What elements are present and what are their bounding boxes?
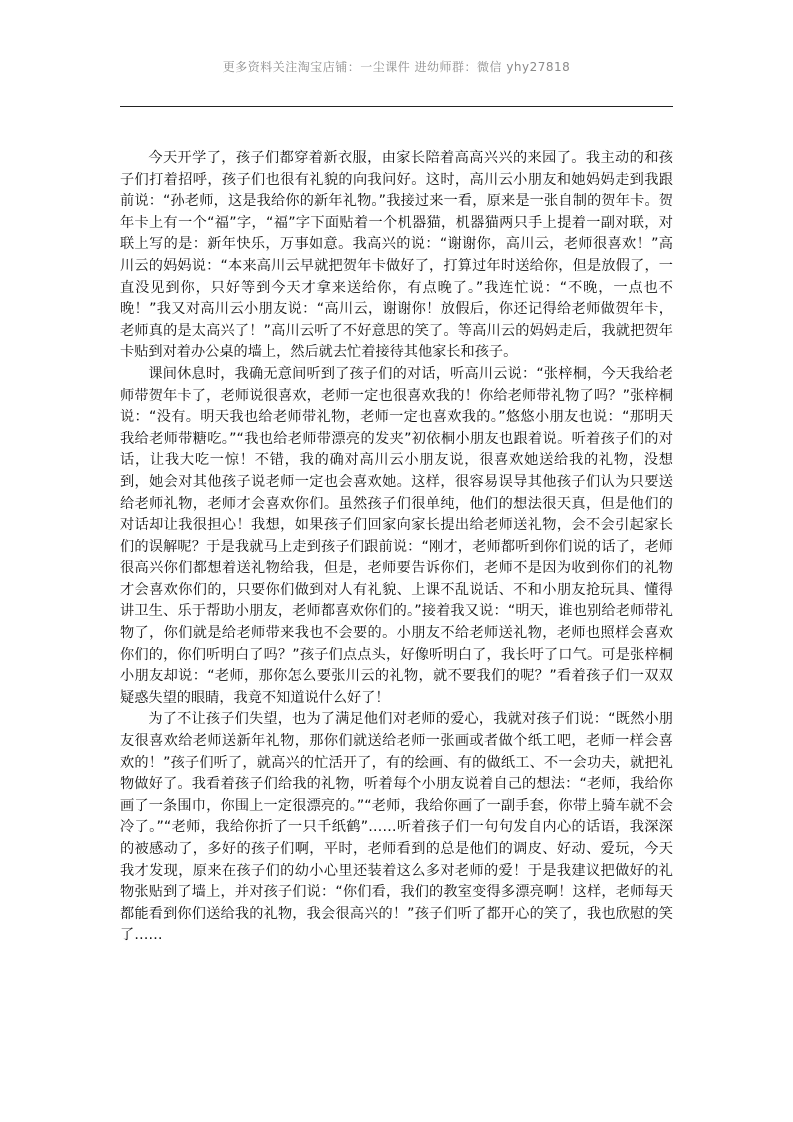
header-divider: [120, 106, 673, 107]
paragraph-3: 为了不让孩子们失望，也为了满足他们对老师的爱心，我就对孩子们说：“既然小朋友很喜欢给老师送新年礼物，那你们就送给老师一张画或者做个纸工吧，老师一样会喜欢的！”孩子们听了，就高兴的忙活开了，有的绘画、有的做纸工、不一会功夫，就把礼物做好了。我看着孩子们给我的礼物，听着每个小朋友说着自己的想法：“老师，我给你画了一条围巾，你围上一定很漂亮的。”“老师，我给你画了一副手套，你带上骑车就不会冷了。”“老师，我给你折了一只千纸鹤”……听着孩子们一句句发自内心的话语，我深深的被感动了，多好的孩子们啊，平时，老师看到的总是他们的调皮、好动、爱玩，今天我才发现，原来在孩子们的幼小心里还装着这么多对老师的爱！于是我建议把做好的礼物张贴到了墙上，并对孩子们说：“你们看，我们的教室变得多漂亮啊！这样，老师每天都能看到你们送给我的礼物，我会很高兴的！”孩子们听了都开心的笑了，我也欣慰的笑了……: [120, 711, 673, 944]
article-body: [120, 148, 673, 947]
paragraph-2: 课间休息时，我确无意间听到了孩子们的对话，听高川云说：“张梓桐，今天我给老师带贺年卡了，老师说很喜欢，老师一定也很喜欢我的！你给老师带礼物了吗？”张梓桐说：“没有。明天我也给老师带礼物，老师一定也喜欢我的。”悠悠小朋友也说：“那明天我给老师带糖吃。”“我也给老师带漂亮的发夹”初依桐小朋友也跟着说。听着孩子们的对话，让我大吃一惊！不错，我的确对高川云小朋友说，很喜欢她送给我的礼物，没想到，她会对其他孩子说老师一定也会喜欢她。这样，很容易误导其他孩子们认为只要送给老师礼物，老师才会喜欢你们。虽然孩子们很单纯，他们的想法很天真，但是他们的对话却让我很担心！我想，如果孩子们回家向家长提出给老师送礼物，会不会引起家长们的误解呢？于是我就马上走到孩子们跟前说：“刚才，老师都听到你们说的话了，老师很高兴你们都想着送礼物给我，但是，老师要告诉你们，老师不是因为收到你们的礼物才会喜欢你们的，只要你们做到对人有礼貌、上课不乱说话、不和小朋友抢玩具、懂得讲卫生、乐于帮助小朋友，老师都喜欢你们的。”接着我又说：“明天，谁也别给老师带礼物了，你们就是给老师带来我也不会要的。小朋友不给老师送礼物，老师也照样会喜欢你们的，你们听明白了吗？”孩子们点点头，好像听明白了，我长吁了口气。可是张梓桐小朋友却说：“老师，那你怎么要张川云的礼物，就不要我们的呢？”看着孩子们一双双疑惑失望的眼睛，我竟不知道说什么好了！: [120, 365, 673, 706]
paragraph-1: 今天开学了，孩子们都穿着新衣服，由家长陪着高高兴兴的来园了。我主动的和孩子们打着招呼，孩子们也很有礼貌的向我问好。这时，高川云小朋友和她妈妈走到我跟前说：“孙老师，这是我给你的新年礼物。”我接过来一看，原来是一张自制的贺年卡。贺年卡上有一个“福”字，“福”字下面贴着一个机器猫，机器猫两只手上提着一副对联，对联上写的是：新年快乐，万事如意。我高兴的说：“谢谢你，高川云，老师很喜欢！”高川云的妈妈说：“本来高川云早就把贺年卡做好了，打算过年时送给你，但是放假了，一直没见到你，只好等到今天才拿来送给你，有点晚了。”我连忙说：“不晚，一点也不晚！”我又对高川云小朋友说：“高川云，谢谢你！放假后，你还记得给老师做贺年卡，老师真的是太高兴了！”高川云听了不好意思的笑了。等高川云的妈妈走后，我就把贺年卡贴到对着办公桌的墙上，然后就去忙着接待其他家长和孩子。: [120, 150, 673, 361]
page-header: 更多资料关注淘宝店铺：一尘课件 进幼师群：微信 yhy27818: [222, 60, 571, 74]
